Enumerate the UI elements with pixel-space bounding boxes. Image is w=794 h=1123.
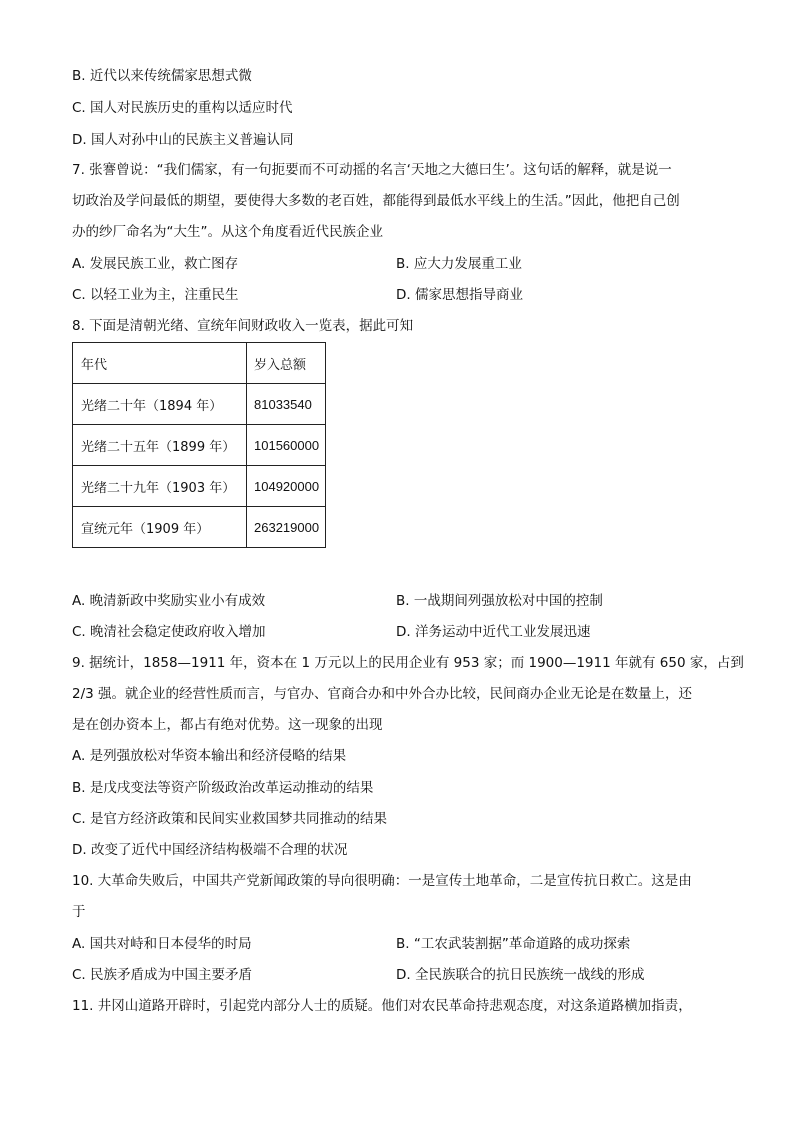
table-cell-year: 光绪二十九年（1903 年） [73,466,247,507]
q6-option-c: C. 国人对民族历史的重构以适应时代 [72,100,293,116]
q8-option-a: A. 晚清新政中奖励实业小有成效 [72,593,266,609]
table-cell-revenue: 263219000 [247,507,326,548]
q9-stem-line1: 9. 据统计，1858—1911 年，资本在 1 万元以上的民用企业有 953 家；而 1900—1911 年就有 650 家，占到 [72,655,744,671]
q10-option-b: B. “工农武装割据”革命道路的成功探索 [396,936,631,952]
q7-option-d: D. 儒家思想指导商业 [396,287,523,303]
q10-option-c: C. 民族矛盾成为中国主要矛盾 [72,967,253,983]
table-row [73,507,326,548]
table-cell-revenue: 81033540 [247,384,326,425]
q9-stem-line2: 2/3 强。就企业的经营性质而言，与官办、官商合办和中外合办比较，民间商办企业无论是在数量上，还 [72,686,693,702]
q9-stem-line3: 是在创办资本上，都占有绝对优势。这一现象的出现 [72,717,383,733]
table-row [73,384,326,425]
table-header-cell: 年代 [73,343,247,384]
q11-stem-line1: 11. 井冈山道路开辟时，引起党内部分人士的质疑。他们对农民革命持悲观态度，对这条道路横加指责， [72,998,692,1014]
table-cell-year: 光绪二十五年（1899 年） [73,425,247,466]
q7-option-c: C. 以轻工业为主，注重民生 [72,287,239,303]
q10-option-a: A. 国共对峙和日本侵华的时局 [72,936,252,952]
table-cell-revenue: 101560000 [247,425,326,466]
q7-option-b: B. 应大力发展重工业 [396,256,522,272]
table-cell-year: 宣统元年（1909 年） [73,507,247,548]
table-cell-year: 光绪二十年（1894 年） [73,384,247,425]
q10-stem-line2: 于 [72,904,86,920]
q9-option-b: B. 是戊戌变法等资产阶级政治改革运动推动的结果 [72,780,374,796]
table-row [73,425,326,466]
table-header-row [73,343,326,384]
q8-option-c: C. 晚清社会稳定使政府收入增加 [72,624,266,640]
q7-option-a: A. 发展民族工业，救亡图存 [72,256,239,272]
table-header-cell: 岁入总额 [247,343,326,384]
q8-option-b: B. 一战期间列强放松对中国的控制 [396,593,603,609]
q8-stem: 8. 下面是清朝光绪、宣统年间财政收入一览表，据此可知 [72,318,414,334]
q10-stem-line1: 10. 大革命失败后，中国共产党新闻政策的导向很明确：一是宣传土地革命，二是宣传抗日救亡。这是由 [72,873,692,889]
q7-stem-line2: 切政治及学问最低的期望，要使得大多数的老百姓，都能得到最低水平线上的生活。”因此，他把自己创 [72,193,680,209]
q9-option-c: C. 是官方经济政策和民间实业救国梦共同推动的结果 [72,811,388,827]
table-cell-revenue: 104920000 [247,466,326,507]
q6-option-d: D. 国人对孙中山的民族主义普遍认同 [72,132,294,148]
revenue-table [72,342,326,548]
q7-stem-line3: 办的纱厂命名为“大生”。从这个角度看近代民族企业 [72,224,383,240]
table-row [73,466,326,507]
q7-stem-line1: 7. 张謇曾说：“我们儒家，有一句扼要而不可动摇的名言‘天地之大德曰生’。这句话的解释，就是说一 [72,162,672,178]
q9-option-a: A. 是列强放松对华资本输出和经济侵略的结果 [72,748,347,764]
q8-option-d: D. 洋务运动中近代工业发展迅速 [396,624,591,640]
q6-option-b: B. 近代以来传统儒家思想式微 [72,68,252,84]
q10-option-d: D. 全民族联合的抗日民族统一战线的形成 [396,967,645,983]
q9-option-d: D. 改变了近代中国经济结构极端不合理的状况 [72,842,348,858]
